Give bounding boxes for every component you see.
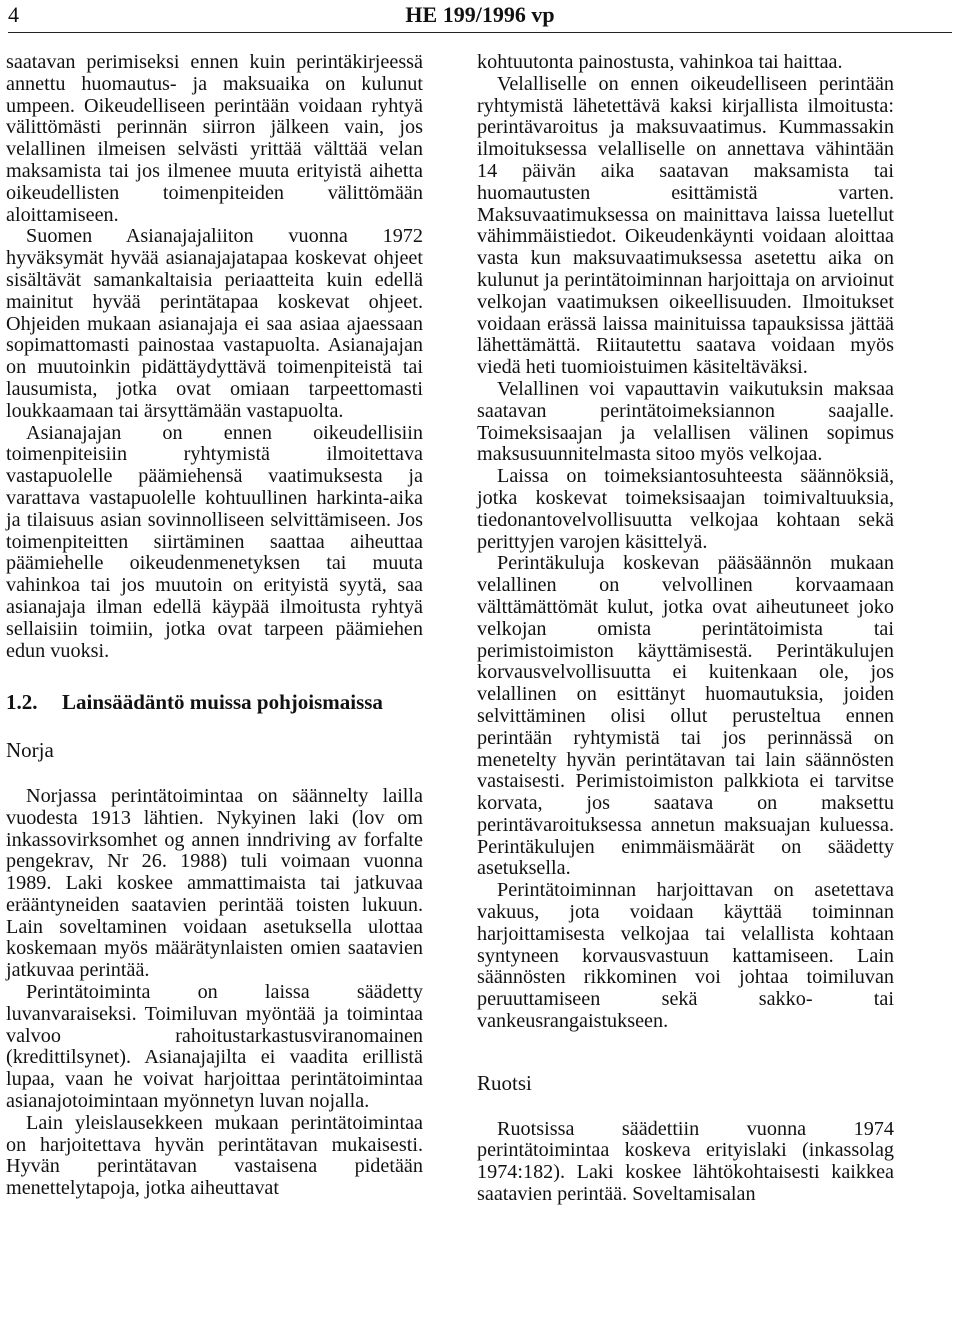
paragraph: kohtuutonta painostusta, vahinkoa tai haittaa. <box>477 51 843 73</box>
subheading-norway: Norja <box>6 738 54 763</box>
document-id: HE 199/1996 vp <box>405 2 555 27</box>
header-rule <box>8 32 952 33</box>
left-column <box>6 52 423 1200</box>
section-heading <box>6 692 423 714</box>
page-number: 4 <box>8 2 19 27</box>
paragraph: Velalliselle on ennen oikeudelliseen perintään ryhtymistä lähetettävä kaksi kirjallista ilmoitusta: perintävaroitus ja maksuvaatimus. Kummassakin ilmoituksessa velalliselle on annettava vähintään 14 päivän aika saatavan maksamista tai huomautusten esittämistä varten. Maksuvaatimuksessa on mainittava laissa luetellut vähimmäistiedot. Oikeudenkäynti voidaan aloittaa vasta kun maksuvaatimuksessa asetettu aika on kulunut ja perintätoiminnan harjoittaja on arvioinut velkojan vaatimuksen oikeellisuuden. Ilmoitukset voidaan erässä laissa mainituissa tapauksissa jättää lähettämättä. Riitautettu saatava voidaan myös viedä heti tuomioistuimen käsiteltäväksi. <box>477 72 894 379</box>
paragraph: Velallinen voi vapauttavin vaikutuksin maksaa saatavan perintätoimeksiannon saajalle. Toimeksisaajan ja velallisen välinen sopimus maksusuunnitelmasta sitoo myös velkojaa. <box>477 377 894 466</box>
subheading-sweden: Ruotsi <box>477 1070 532 1095</box>
section-number: 1.2. <box>6 690 38 715</box>
paragraph: Norjassa perintätoimintaa on säännelty lailla vuodesta 1913 lähtien. Nykyinen laki (lov om inkassovirksomhet og annen inndriving av forfalte pengekrav, Nr 26. 1988) tuli voimaan vuonna 1989. Laki koskee ammattimaista tai jatkuvaa erääntyneiden saatavien perintää toisten lukuun. Lain soveltaminen voidaan asetuksella ulottaa koskemaan myös määrätynlaisten omien saatavien jatkuvaa perintää. <box>6 784 423 982</box>
paragraph: Suomen Asianajajaliiton vuonna 1972 hyväksymät hyvää asianajajatapaa koskevat ohjeet sisältävät samankaltaisia periaatteita kuin edellä mainitut hyvää perintätapaa koskevat ohjeet. Ohjeiden mukaan asianajaja ei saa asiaa ajaessaan sopimattomasti painostaa vastapuolta. Asianajajan on muutoinkin pidättäydyttävä toimenpiteistä tai lausumista, jotka ovat omiaan tarpeettomasti loukkaamaan tai ärsyttämään vastapuolta. <box>6 225 423 422</box>
right-column <box>477 52 894 1206</box>
section-title: Lainsäädäntö muissa pohjoismaissa <box>62 690 383 715</box>
page-header <box>0 0 960 30</box>
paragraph: Perintätoiminnan harjoittavan on asetettava vakuus, jota voidaan käyttää toiminnan harjoittamisesta velkojaa tai velallista kohtaan syntyneen korvausvastuun kattamiseen. Lain säännösten rikkominen voi johtaa toimiluvan peruuttamiseen sekä sakko- tai vankeusrangaistukseen. <box>477 879 894 1033</box>
paragraph: Lain yleislausekkeen mukaan perintätoimintaa on harjoitettava hyvän perintätavan mukaisesti. Hyvän perintätavan vastaisena pidetään menettelytapoja, jotka aiheuttavat <box>6 1111 423 1200</box>
paragraph: saatavan perimiseksi ennen kuin perintäkirjeessä annettu huomautus- ja maksuaika on kulunut umpeen. Oikeudelliseen perintään voidaan ryhtyä välittömästi perinnän siirron jälkeen vain, jos velallinen ilmeisen selvästi yrittää välttää velan maksamista tai jos ilmenee muuta erityistä aihetta oikeudellisten toimenpiteiden välittömään aloittamiseen. <box>6 51 423 226</box>
paragraph: Asianajajan on ennen oikeudellisiin toimenpiteisiin ryhtymistä ilmoitettava vastapuolelle päämiehensä vaatimuksesta ja varattava vastapuolelle kohtuullinen harkinta-aika ja tilaisuus asian sovinnolliseen selvittämiseen. Jos toimenpiteitten siirtäminen saattaa aiheuttaa päämiehelle oikeudenmenetyksen tai muuta vahinkoa tai jos muutoin on erityistä syytä, saa asianajaja ilman edellä käypää ilmoitusta ryhtyä sellaisiin toimiin, jotka ovat tarpeen päämiehen edun vuoksi. <box>6 421 423 662</box>
paragraph: Laissa on toimeksiantosuhteesta säännöksiä, jotka koskevat toimeksisaajan toimivaltuuksia, tiedonantovelvollisuutta velkojaa kohtaan sekä perittyjen varojen käsittelyä. <box>477 465 894 553</box>
paragraph: Perintäkuluja koskevan pääsäännön mukaan velallinen on velvollinen korvaamaan välttämättömät kulut, jotka ovat aiheutuneet joko velkojan omista perintätoimista tai perimistoimiston käyttämisestä. Perintäkulujen korvausvelvollisuutta ei kuitenkaan ole, jos velallinen on esittänyt huomautuksia, joiden selvittäminen olisi ollut perusteltua ennen perintään ryhtymistä tai jos perinnässä on menetelty hyvän perintätavan tai lain säännösten vastaisesti. Perimistoimiston palkkiota ei tarvitse korvata, jos saatava on maksettu perintävaroituksessa annetun maksuajan kuluessa. Perintäkulujen enimmäismäärät on säädetty asetuksella. <box>477 552 894 880</box>
paragraph: Ruotsissa säädettiin vuonna 1974 perintätoimintaa koskeva erityislaki (inkassolag 1974:182). Laki koskee lähtökohtaisesti kaikkea saatavien perintää. Soveltamisalan <box>477 1117 894 1206</box>
paragraph: Perintätoiminta on laissa säädetty luvanvaraiseksi. Toimiluvan myöntää ja toimintaa valvoo rahoitustarkastusviranomainen (kredittilsynet). Asianajajilta ei vaadita erillistä lupaa, vaan he voivat harjoittaa perintätoimintaa asianajotoimintaan myönnetyn luvan nojalla. <box>6 981 423 1113</box>
